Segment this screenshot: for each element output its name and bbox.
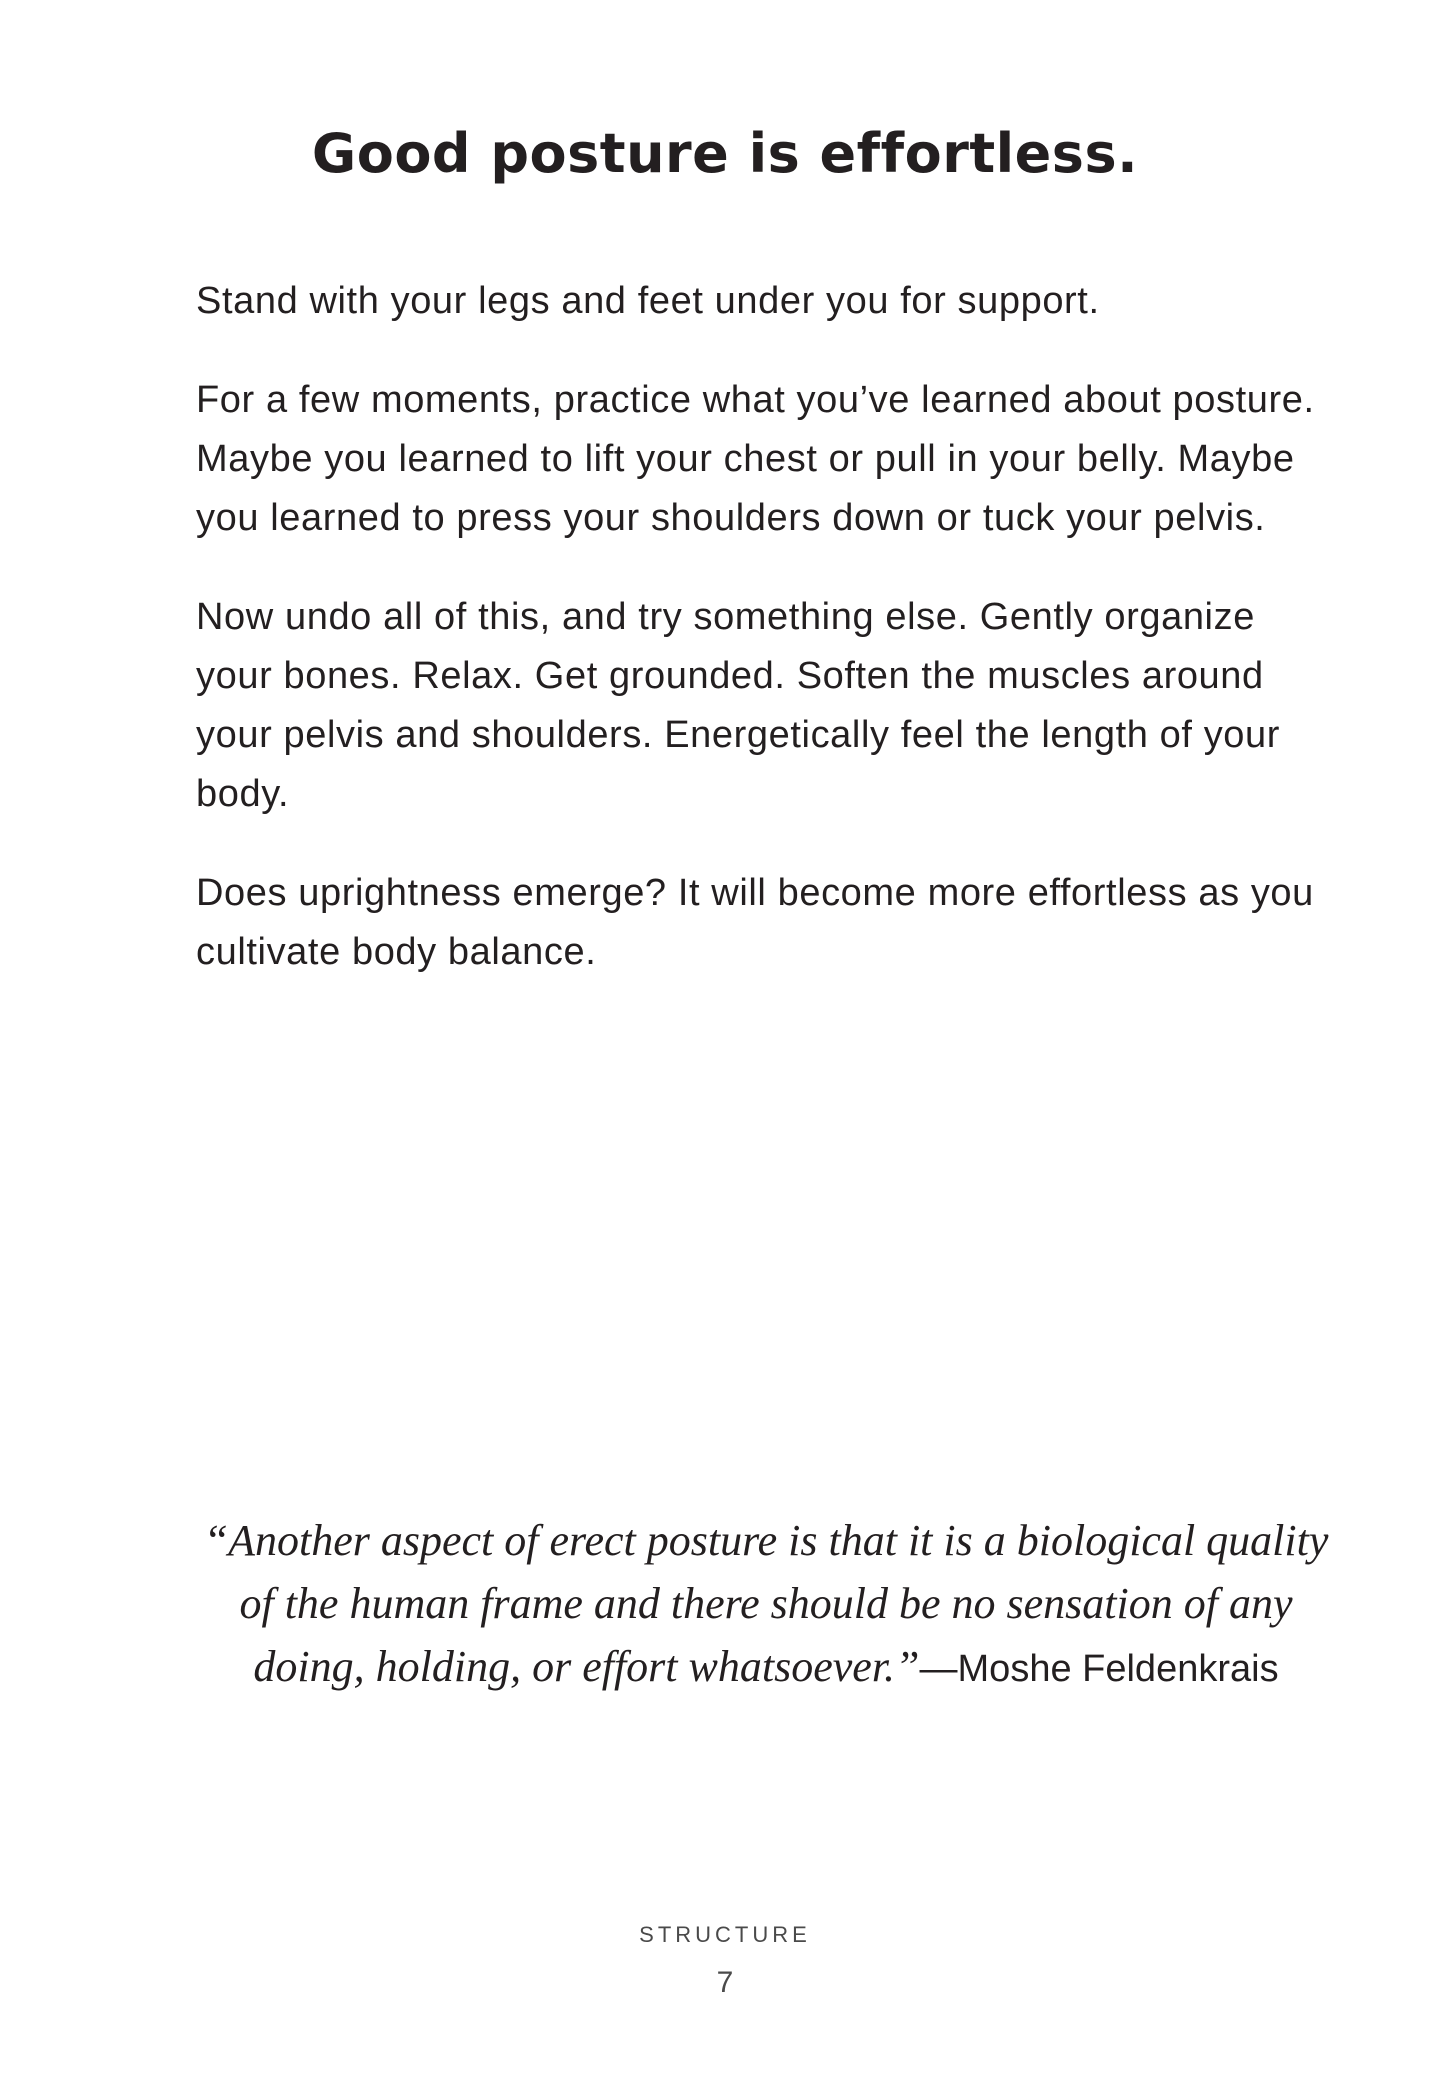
body-text bbox=[196, 272, 1336, 1022]
paragraph-1: Stand with your legs and feet under you for support. bbox=[196, 280, 1100, 322]
paragraph-4: Does uprightness emerge? It will become more effortless as you cultivate body balance. bbox=[196, 872, 1314, 973]
paragraph-3: Now undo all of this, and try something else. Gently organize your bones. Relax. Get grounded. Soften the muscles around your pelvis and shoulders. Energetically feel the length of your body. bbox=[196, 596, 1281, 815]
page-number: 7 bbox=[716, 1966, 734, 1999]
section-label: STRUCTURE bbox=[639, 1922, 811, 1947]
quote-text: “Another aspect of erect posture is that it is a biological quality of the human frame and there should be no sensation of any doing, holding, or effort whatsoever.” bbox=[203, 1516, 1329, 1691]
paragraph-2: For a few moments, practice what you’ve learned about posture. Maybe you learned to lift your chest or pull in your belly. Maybe you learned to press your shoulders down or tuck your pelvis. bbox=[196, 379, 1315, 539]
quote-author: —Moshe Feldenkrais bbox=[919, 1648, 1279, 1690]
page-title: Good posture is effortless. bbox=[311, 122, 1139, 185]
epigraph-quote bbox=[196, 1510, 1336, 1700]
